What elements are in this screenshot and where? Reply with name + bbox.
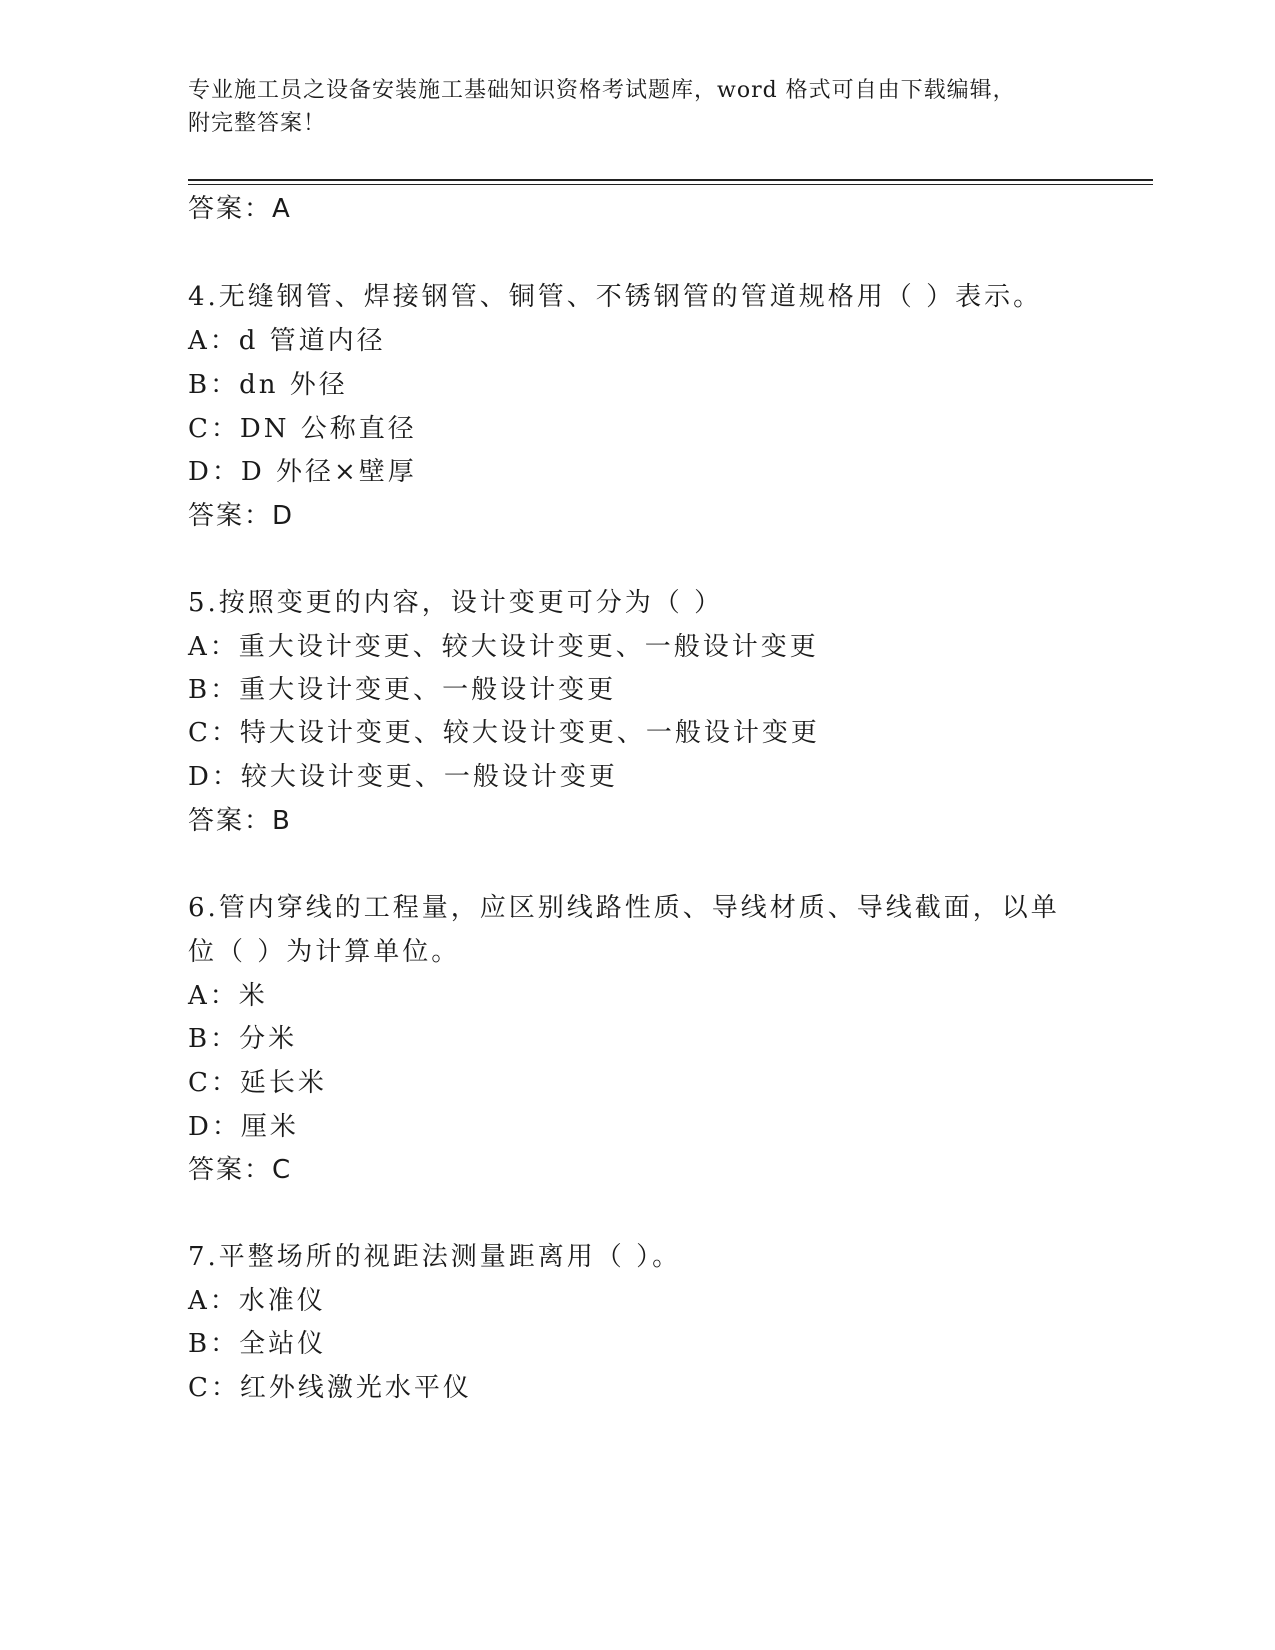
- answer-previous: 答案：A: [188, 194, 292, 224]
- question-7-option-b: B：全站仪: [188, 1329, 327, 1359]
- header-divider: [188, 179, 1153, 185]
- document-header: [188, 74, 1088, 140]
- question-5-answer: 答案：B: [188, 806, 292, 836]
- question-4-option-d: D：D 外径×壁厚: [188, 457, 417, 487]
- question-5-option-d: D：较大设计变更、一般设计变更: [188, 762, 618, 792]
- header-line-2: 附完整答案！: [188, 111, 327, 136]
- question-5-option-c: C：特大设计变更、较大设计变更、一般设计变更: [188, 718, 820, 748]
- question-6-option-c: C：延长米: [188, 1068, 327, 1098]
- question-4-option-b: B：dn 外径: [188, 370, 348, 400]
- question-4-answer: 答案：D: [188, 501, 295, 531]
- header-line-1: 专业施工员之设备安装施工基础知识资格考试题库，word 格式可自由下载编辑，: [188, 78, 1016, 103]
- question-5-stem: 5.按照变更的内容，设计变更可分为（ ）: [188, 588, 724, 618]
- question-7-option-c: C：红外线激光水平仪: [188, 1373, 472, 1403]
- question-6-option-b: B：分米: [188, 1024, 298, 1054]
- question-5-option-b: B：重大设计变更、一般设计变更: [188, 675, 617, 705]
- question-4-option-a: A：d 管道内径: [188, 326, 386, 356]
- question-7-option-a: A：水准仪: [188, 1286, 326, 1316]
- question-7-stem: 7.平整场所的视距法测量距离用（ ）。: [188, 1242, 682, 1272]
- question-6-answer: 答案：C: [188, 1155, 293, 1185]
- question-4-option-c: C：DN 公称直径: [188, 414, 417, 444]
- question-6-option-d: D：厘米: [188, 1112, 299, 1142]
- question-4-stem: 4.无缝钢管、焊接钢管、铜管、不锈钢管的管道规格用（ ）表示。: [188, 282, 1043, 312]
- question-6-option-a: A：米: [188, 981, 268, 1011]
- question-6-stem-line-2: 位（ ）为计算单位。: [188, 937, 461, 967]
- question-6-stem-line-1: 6.管内穿线的工程量，应区别线路性质、导线材质、导线截面，以单: [188, 893, 1060, 923]
- question-5-option-a: A：重大设计变更、较大设计变更、一般设计变更: [188, 632, 819, 662]
